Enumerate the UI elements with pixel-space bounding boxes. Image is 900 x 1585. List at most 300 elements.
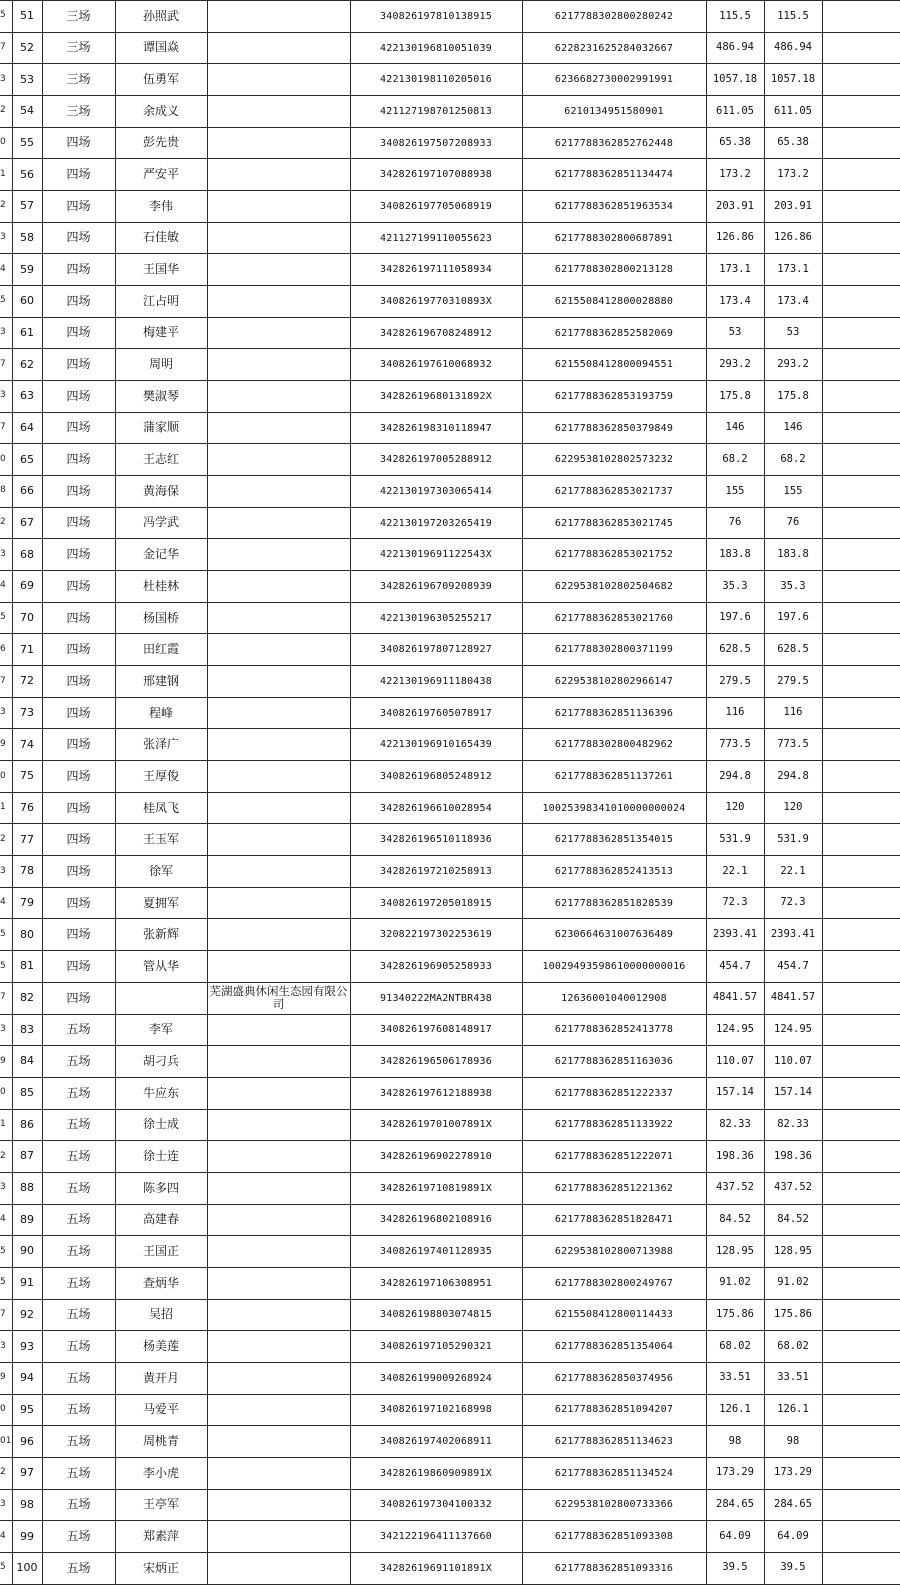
name-cell: 黄开月 xyxy=(115,1362,207,1394)
bank-account-cell: 6217788362851137261 xyxy=(522,761,706,793)
name-cell: 夏拥军 xyxy=(115,887,207,919)
serial-number-cell: 71 xyxy=(12,634,42,666)
id-number-cell: 342826198310118947 xyxy=(350,412,522,444)
name-cell: 江占明 xyxy=(115,286,207,318)
site-cell: 四场 xyxy=(42,159,115,191)
unit-cell xyxy=(207,1457,350,1489)
bank-account-cell: 6217788362851134524 xyxy=(522,1457,706,1489)
serial-number-cell: 74 xyxy=(12,729,42,761)
unit-cell xyxy=(207,1046,350,1078)
unit-cell xyxy=(207,222,350,254)
remark-cell xyxy=(822,286,900,318)
row-header: 3 xyxy=(0,1014,12,1046)
amount-cell: 22.1 xyxy=(706,856,764,888)
table-row xyxy=(0,919,900,951)
name-cell: 胡刁兵 xyxy=(115,1046,207,1078)
site-cell: 五场 xyxy=(42,1394,115,1426)
table-row xyxy=(0,824,900,856)
unit-cell xyxy=(207,729,350,761)
id-number-cell: 91340222MA2NTBR438 xyxy=(350,982,522,1014)
table-row xyxy=(0,1521,900,1553)
total-cell: 183.8 xyxy=(764,539,822,571)
site-cell: 五场 xyxy=(42,1299,115,1331)
bank-account-cell: 6217788302800371199 xyxy=(522,634,706,666)
row-header: 3 xyxy=(0,1489,12,1521)
site-cell: 四场 xyxy=(42,951,115,983)
amount-cell: 773.5 xyxy=(706,729,764,761)
id-number-cell: 340826197105290321 xyxy=(350,1331,522,1363)
total-cell: 531.9 xyxy=(764,824,822,856)
serial-number-cell: 85 xyxy=(12,1077,42,1109)
unit-cell xyxy=(207,507,350,539)
site-cell: 五场 xyxy=(42,1204,115,1236)
name-cell: 王亭军 xyxy=(115,1489,207,1521)
id-number-cell: 340826197304100332 xyxy=(350,1489,522,1521)
table-row xyxy=(0,286,900,318)
amount-cell: 437.52 xyxy=(706,1172,764,1204)
bank-account-cell: 6217788362851221362 xyxy=(522,1172,706,1204)
remark-cell xyxy=(822,127,900,159)
serial-number-cell: 79 xyxy=(12,887,42,919)
unit-cell xyxy=(207,412,350,444)
site-cell: 四场 xyxy=(42,602,115,634)
site-cell: 四场 xyxy=(42,634,115,666)
serial-number-cell: 99 xyxy=(12,1521,42,1553)
name-cell: 石佳敏 xyxy=(115,222,207,254)
id-number-cell: 342826196708248912 xyxy=(350,317,522,349)
remark-cell xyxy=(822,444,900,476)
serial-number-cell: 90 xyxy=(12,1236,42,1268)
site-cell: 五场 xyxy=(42,1077,115,1109)
row-header: 3 xyxy=(0,856,12,888)
site-cell: 四场 xyxy=(42,729,115,761)
remark-cell xyxy=(822,64,900,96)
table-row xyxy=(0,1014,900,1046)
table-row xyxy=(0,729,900,761)
row-header: 3 xyxy=(0,1172,12,1204)
amount-cell: 116 xyxy=(706,697,764,729)
amount-cell: 611.05 xyxy=(706,96,764,128)
site-cell: 四场 xyxy=(42,222,115,254)
amount-cell: 68.2 xyxy=(706,444,764,476)
name-cell: 徐士连 xyxy=(115,1141,207,1173)
amount-cell: 197.6 xyxy=(706,602,764,634)
id-number-cell: 340826197608148917 xyxy=(350,1014,522,1046)
total-cell: 76 xyxy=(764,507,822,539)
remark-cell xyxy=(822,381,900,413)
id-number-cell: 342826197005288912 xyxy=(350,444,522,476)
table-row xyxy=(0,571,900,603)
serial-number-cell: 81 xyxy=(12,951,42,983)
amount-cell: 128.95 xyxy=(706,1236,764,1268)
name-cell: 张新辉 xyxy=(115,919,207,951)
id-number-cell: 34282619701007891X xyxy=(350,1109,522,1141)
table-row xyxy=(0,127,900,159)
row-header: 5 xyxy=(0,1267,12,1299)
row-header: 5 xyxy=(0,1236,12,1268)
unit-cell xyxy=(207,856,350,888)
unit-cell xyxy=(207,1172,350,1204)
unit-cell xyxy=(207,792,350,824)
table-row xyxy=(0,159,900,191)
amount-cell: 293.2 xyxy=(706,349,764,381)
id-number-cell: 342826197612188938 xyxy=(350,1077,522,1109)
bank-account-cell: 6217788362852413778 xyxy=(522,1014,706,1046)
name-cell: 李小虎 xyxy=(115,1457,207,1489)
unit-cell xyxy=(207,1331,350,1363)
site-cell: 三场 xyxy=(42,32,115,64)
amount-cell: 486.94 xyxy=(706,32,764,64)
serial-number-cell: 83 xyxy=(12,1014,42,1046)
serial-number-cell: 58 xyxy=(12,222,42,254)
row-header: 2 xyxy=(0,824,12,856)
serial-number-cell: 94 xyxy=(12,1362,42,1394)
site-cell: 四场 xyxy=(42,856,115,888)
bank-account-cell: 6217788362851354015 xyxy=(522,824,706,856)
id-number-cell: 34282619710819891X xyxy=(350,1172,522,1204)
bank-account-cell: 10025398341010000000024 xyxy=(522,792,706,824)
amount-cell: 124.95 xyxy=(706,1014,764,1046)
site-cell: 四场 xyxy=(42,666,115,698)
table-row xyxy=(0,317,900,349)
remark-cell xyxy=(822,571,900,603)
table-row xyxy=(0,1141,900,1173)
row-header: 3 xyxy=(0,64,12,96)
name-cell: 查炳华 xyxy=(115,1267,207,1299)
serial-number-cell: 51 xyxy=(12,1,42,33)
amount-cell: 39.5 xyxy=(706,1552,764,1584)
row-header: 9 xyxy=(0,729,12,761)
serial-number-cell: 91 xyxy=(12,1267,42,1299)
name-cell: 王厚俊 xyxy=(115,761,207,793)
total-cell: 173.2 xyxy=(764,159,822,191)
site-cell: 四场 xyxy=(42,349,115,381)
name-cell: 王志红 xyxy=(115,444,207,476)
amount-cell: 198.36 xyxy=(706,1141,764,1173)
amount-cell: 284.65 xyxy=(706,1489,764,1521)
row-header: 1 xyxy=(0,1109,12,1141)
row-header: 4 xyxy=(0,1204,12,1236)
total-cell: 173.1 xyxy=(764,254,822,286)
table-row xyxy=(0,32,900,64)
name-cell: 马爱平 xyxy=(115,1394,207,1426)
bank-account-cell: 6217788302800213128 xyxy=(522,254,706,286)
unit-cell xyxy=(207,1489,350,1521)
row-header: 0 xyxy=(0,1394,12,1426)
remark-cell xyxy=(822,919,900,951)
amount-cell: 91.02 xyxy=(706,1267,764,1299)
table-body xyxy=(0,1,900,1585)
site-cell: 四场 xyxy=(42,286,115,318)
serial-number-cell: 95 xyxy=(12,1394,42,1426)
amount-cell: 155 xyxy=(706,476,764,508)
amount-cell: 110.07 xyxy=(706,1046,764,1078)
id-number-cell: 340826197507208933 xyxy=(350,127,522,159)
total-cell: 84.52 xyxy=(764,1204,822,1236)
site-cell: 五场 xyxy=(42,1489,115,1521)
name-cell: 梅建平 xyxy=(115,317,207,349)
bank-account-cell: 6217788302800482962 xyxy=(522,729,706,761)
unit-cell xyxy=(207,317,350,349)
row-header: 2 xyxy=(0,1141,12,1173)
table-row xyxy=(0,634,900,666)
bank-account-cell: 6229538102802573232 xyxy=(522,444,706,476)
name-cell: 王国正 xyxy=(115,1236,207,1268)
table-row xyxy=(0,412,900,444)
serial-number-cell: 87 xyxy=(12,1141,42,1173)
amount-cell: 35.3 xyxy=(706,571,764,603)
unit-cell xyxy=(207,159,350,191)
table-row xyxy=(0,96,900,128)
row-header: 4 xyxy=(0,1521,12,1553)
total-cell: 110.07 xyxy=(764,1046,822,1078)
unit-cell xyxy=(207,96,350,128)
site-cell: 五场 xyxy=(42,1362,115,1394)
id-number-cell: 340826197401128935 xyxy=(350,1236,522,1268)
id-number-cell: 340826197402068911 xyxy=(350,1426,522,1458)
id-number-cell: 422130197203265419 xyxy=(350,507,522,539)
amount-cell: 454.7 xyxy=(706,951,764,983)
table-row xyxy=(0,1299,900,1331)
remark-cell xyxy=(822,1299,900,1331)
table-row xyxy=(0,1331,900,1363)
row-header: 3 xyxy=(0,539,12,571)
bank-account-cell: 6217788362850379849 xyxy=(522,412,706,444)
amount-cell: 76 xyxy=(706,507,764,539)
name-cell: 蒲家顺 xyxy=(115,412,207,444)
amount-cell: 173.4 xyxy=(706,286,764,318)
remark-cell xyxy=(822,191,900,223)
remark-cell xyxy=(822,412,900,444)
bank-account-cell: 6217788362852762448 xyxy=(522,127,706,159)
serial-number-cell: 88 xyxy=(12,1172,42,1204)
row-header: 2 xyxy=(0,191,12,223)
serial-number-cell: 84 xyxy=(12,1046,42,1078)
id-number-cell: 422130196305255217 xyxy=(350,602,522,634)
site-cell: 五场 xyxy=(42,1331,115,1363)
table-row xyxy=(0,539,900,571)
site-cell: 五场 xyxy=(42,1046,115,1078)
total-cell: 155 xyxy=(764,476,822,508)
amount-cell: 65.38 xyxy=(706,127,764,159)
name-cell: 陈多四 xyxy=(115,1172,207,1204)
unit-cell xyxy=(207,539,350,571)
site-cell: 四场 xyxy=(42,412,115,444)
serial-number-cell: 82 xyxy=(12,982,42,1014)
name-cell: 田红霞 xyxy=(115,634,207,666)
site-cell: 五场 xyxy=(42,1552,115,1584)
serial-number-cell: 100 xyxy=(12,1552,42,1584)
bank-account-cell: 6210134951580901 xyxy=(522,96,706,128)
site-cell: 四场 xyxy=(42,444,115,476)
id-number-cell: 34282619691101891X xyxy=(350,1552,522,1584)
unit-cell xyxy=(207,1109,350,1141)
table-row xyxy=(0,1236,900,1268)
id-number-cell: 340826197102168998 xyxy=(350,1394,522,1426)
table-row xyxy=(0,951,900,983)
row-header: 7 xyxy=(0,982,12,1014)
table-row xyxy=(0,1457,900,1489)
row-header: 0 xyxy=(0,127,12,159)
site-cell: 四场 xyxy=(42,254,115,286)
site-cell: 五场 xyxy=(42,1457,115,1489)
id-number-cell: 422130197303065414 xyxy=(350,476,522,508)
remark-cell xyxy=(822,1077,900,1109)
table-row xyxy=(0,1172,900,1204)
amount-cell: 628.5 xyxy=(706,634,764,666)
amount-cell: 72.3 xyxy=(706,887,764,919)
site-cell: 四场 xyxy=(42,824,115,856)
total-cell: 126.1 xyxy=(764,1394,822,1426)
table-row xyxy=(0,1362,900,1394)
table-row xyxy=(0,982,900,1014)
name-cell: 郑素萍 xyxy=(115,1521,207,1553)
amount-cell: 531.9 xyxy=(706,824,764,856)
amount-cell: 173.1 xyxy=(706,254,764,286)
total-cell: 116 xyxy=(764,697,822,729)
unit-cell xyxy=(207,571,350,603)
bank-account-cell: 6217788362853021760 xyxy=(522,602,706,634)
row-header: 7 xyxy=(0,666,12,698)
row-header: 01 xyxy=(0,1426,12,1458)
site-cell: 四场 xyxy=(42,507,115,539)
id-number-cell: 421127198701250813 xyxy=(350,96,522,128)
name-cell: 伍勇军 xyxy=(115,64,207,96)
serial-number-cell: 76 xyxy=(12,792,42,824)
serial-number-cell: 52 xyxy=(12,32,42,64)
bank-account-cell: 6217788362851134474 xyxy=(522,159,706,191)
unit-cell xyxy=(207,1141,350,1173)
total-cell: 82.33 xyxy=(764,1109,822,1141)
amount-cell: 173.29 xyxy=(706,1457,764,1489)
bank-account-cell: 6217788362851136396 xyxy=(522,697,706,729)
bank-account-cell: 6217788362851093316 xyxy=(522,1552,706,1584)
table-row xyxy=(0,349,900,381)
remark-cell xyxy=(822,1267,900,1299)
remark-cell xyxy=(822,761,900,793)
serial-number-cell: 61 xyxy=(12,317,42,349)
id-number-cell: 342826196905258933 xyxy=(350,951,522,983)
unit-cell xyxy=(207,476,350,508)
total-cell: 628.5 xyxy=(764,634,822,666)
row-header: 5 xyxy=(0,286,12,318)
total-cell: 486.94 xyxy=(764,32,822,64)
bank-account-cell: 6217788302800249767 xyxy=(522,1267,706,1299)
row-header: 5 xyxy=(0,1,12,33)
site-cell: 五场 xyxy=(42,1141,115,1173)
table-row xyxy=(0,761,900,793)
remark-cell xyxy=(822,222,900,254)
id-number-cell: 340826197610068932 xyxy=(350,349,522,381)
total-cell: 284.65 xyxy=(764,1489,822,1521)
serial-number-cell: 80 xyxy=(12,919,42,951)
name-cell: 黄海保 xyxy=(115,476,207,508)
row-header: 1 xyxy=(0,792,12,824)
unit-cell xyxy=(207,887,350,919)
table-row xyxy=(0,476,900,508)
name-cell: 周桃青 xyxy=(115,1426,207,1458)
bank-account-cell: 6217788362853021737 xyxy=(522,476,706,508)
amount-cell: 157.14 xyxy=(706,1077,764,1109)
amount-cell: 64.09 xyxy=(706,1521,764,1553)
row-header: 7 xyxy=(0,32,12,64)
total-cell: 175.8 xyxy=(764,381,822,413)
remark-cell xyxy=(822,792,900,824)
name-cell: 管从华 xyxy=(115,951,207,983)
unit-cell xyxy=(207,1426,350,1458)
table-row xyxy=(0,1046,900,1078)
serial-number-cell: 55 xyxy=(12,127,42,159)
id-number-cell: 342826196802108916 xyxy=(350,1204,522,1236)
bank-account-cell: 6217788362851134623 xyxy=(522,1426,706,1458)
id-number-cell: 340826198803074815 xyxy=(350,1299,522,1331)
name-cell: 杨美莲 xyxy=(115,1331,207,1363)
unit-cell xyxy=(207,1,350,33)
total-cell: 1057.18 xyxy=(764,64,822,96)
total-cell: 115.5 xyxy=(764,1,822,33)
site-cell: 五场 xyxy=(42,1426,115,1458)
remark-cell xyxy=(822,1172,900,1204)
amount-cell: 183.8 xyxy=(706,539,764,571)
amount-cell: 126.86 xyxy=(706,222,764,254)
total-cell: 64.09 xyxy=(764,1521,822,1553)
remark-cell xyxy=(822,1141,900,1173)
id-number-cell: 342826197106308951 xyxy=(350,1267,522,1299)
total-cell: 65.38 xyxy=(764,127,822,159)
table-row xyxy=(0,1077,900,1109)
total-cell: 4841.57 xyxy=(764,982,822,1014)
total-cell: 454.7 xyxy=(764,951,822,983)
amount-cell: 173.2 xyxy=(706,159,764,191)
table-row xyxy=(0,1426,900,1458)
id-number-cell: 42213019691122543X xyxy=(350,539,522,571)
name-cell: 王国华 xyxy=(115,254,207,286)
site-cell: 四场 xyxy=(42,539,115,571)
site-cell: 五场 xyxy=(42,1236,115,1268)
id-number-cell: 320822197302253619 xyxy=(350,919,522,951)
remark-cell xyxy=(822,539,900,571)
unit-cell xyxy=(207,1394,350,1426)
bank-account-cell: 6217788362851093308 xyxy=(522,1521,706,1553)
remark-cell xyxy=(822,507,900,539)
bank-account-cell: 6229538102800733366 xyxy=(522,1489,706,1521)
remark-cell xyxy=(822,666,900,698)
total-cell: 68.2 xyxy=(764,444,822,476)
id-number-cell: 340826197810138915 xyxy=(350,1,522,33)
unit-cell xyxy=(207,1521,350,1553)
bank-account-cell: 6217788362851828471 xyxy=(522,1204,706,1236)
site-cell: 四场 xyxy=(42,792,115,824)
remark-cell xyxy=(822,96,900,128)
total-cell: 203.91 xyxy=(764,191,822,223)
row-header: 2 xyxy=(0,96,12,128)
site-cell: 四场 xyxy=(42,697,115,729)
remark-cell xyxy=(822,982,900,1014)
unit-cell xyxy=(207,349,350,381)
remark-cell xyxy=(822,1204,900,1236)
total-cell: 294.8 xyxy=(764,761,822,793)
site-cell: 四场 xyxy=(42,191,115,223)
table-row xyxy=(0,254,900,286)
unit-cell xyxy=(207,1077,350,1109)
table-row xyxy=(0,1,900,33)
total-cell: 126.86 xyxy=(764,222,822,254)
serial-number-cell: 72 xyxy=(12,666,42,698)
serial-number-cell: 73 xyxy=(12,697,42,729)
remark-cell xyxy=(822,1552,900,1584)
table-row xyxy=(0,191,900,223)
table-row xyxy=(0,697,900,729)
